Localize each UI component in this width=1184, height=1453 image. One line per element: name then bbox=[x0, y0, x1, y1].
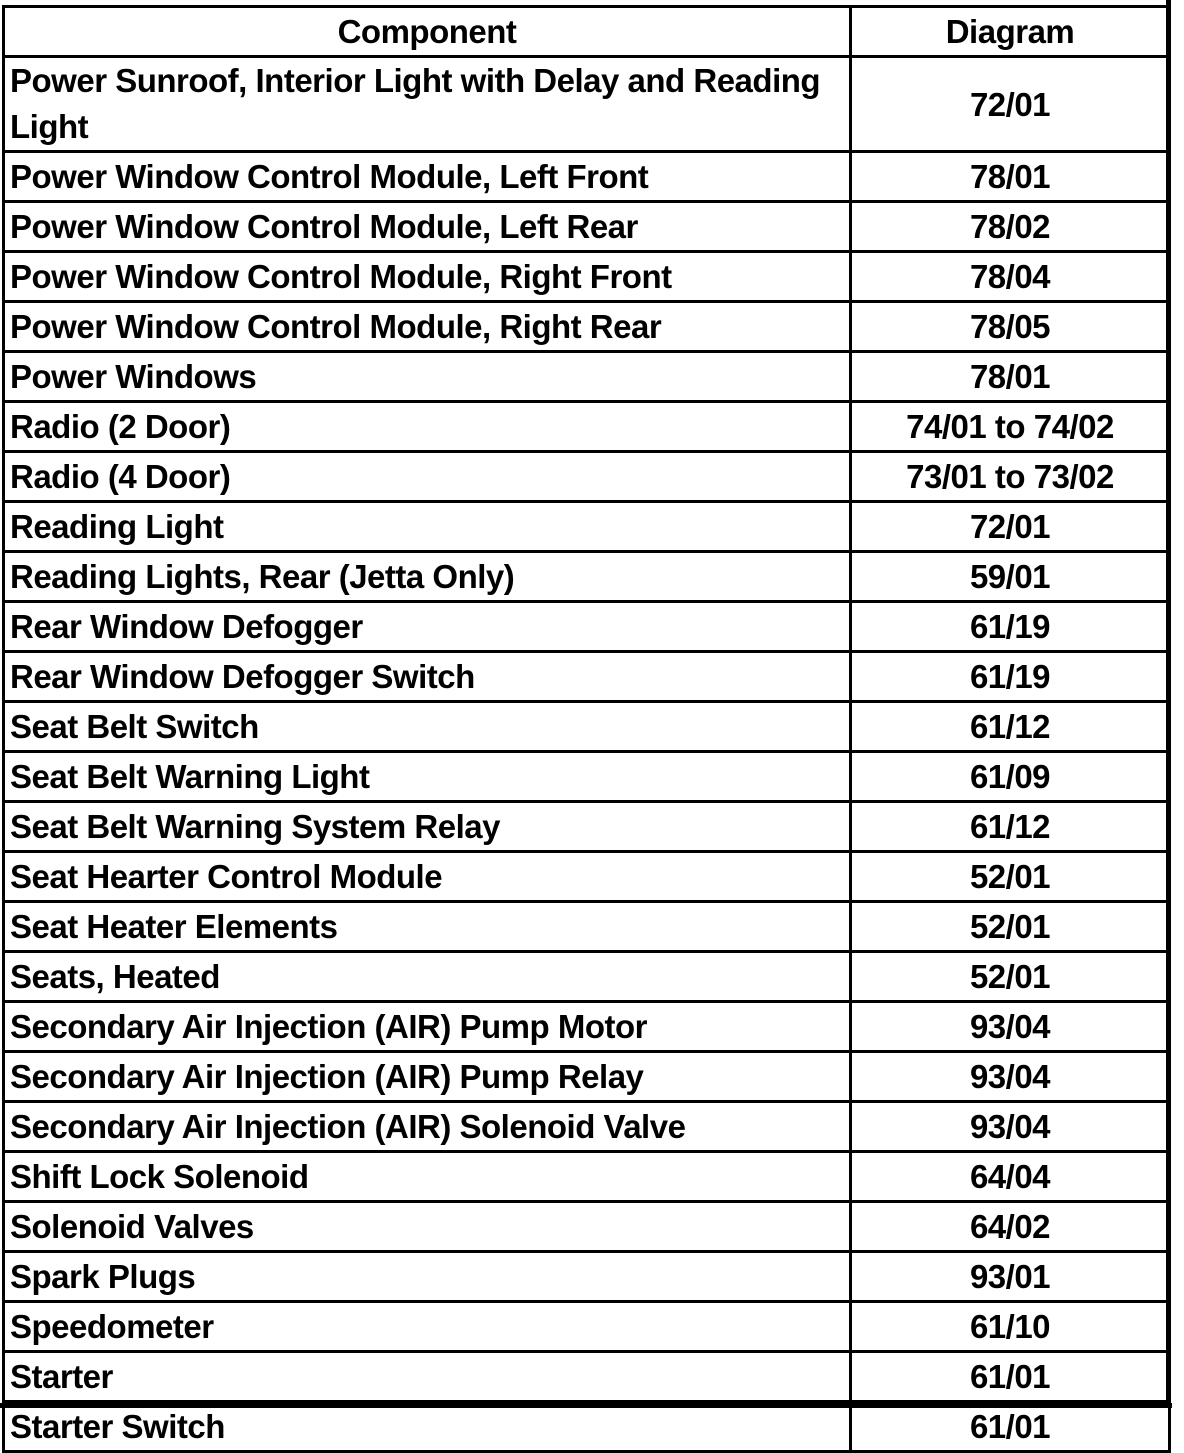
component-cell: Seat Hearter Control Module bbox=[4, 852, 851, 902]
diagram-cell: 52/01 bbox=[851, 902, 1170, 952]
component-cell: Speedometer bbox=[4, 1302, 851, 1352]
component-cell: Rear Window Defogger bbox=[4, 602, 851, 652]
table-row bbox=[4, 352, 1170, 402]
diagram-cell: 61/19 bbox=[851, 652, 1170, 702]
table-row bbox=[4, 302, 1170, 352]
diagram-cell: 61/12 bbox=[851, 802, 1170, 852]
component-cell: Power Window Control Module, Left Rear bbox=[4, 202, 851, 252]
table-row bbox=[4, 502, 1170, 552]
table-row bbox=[4, 652, 1170, 702]
component-cell: Solenoid Valves bbox=[4, 1202, 851, 1252]
table-row bbox=[4, 802, 1170, 852]
diagram-cell: 52/01 bbox=[851, 952, 1170, 1002]
diagram-cell: 93/04 bbox=[851, 1102, 1170, 1152]
component-cell: Shift Lock Solenoid bbox=[4, 1152, 851, 1202]
table-row bbox=[4, 752, 1170, 802]
table-row bbox=[4, 902, 1170, 952]
diagram-cell: 78/01 bbox=[851, 352, 1170, 402]
table-row bbox=[4, 202, 1170, 252]
table-row bbox=[4, 1152, 1170, 1202]
component-cell: Starter Switch bbox=[4, 1402, 851, 1452]
diagram-cell: 61/10 bbox=[851, 1302, 1170, 1352]
diagram-cell: 73/01 to 73/02 bbox=[851, 452, 1170, 502]
table-row bbox=[4, 602, 1170, 652]
diagram-cell: 74/01 to 74/02 bbox=[851, 402, 1170, 452]
diagram-cell: 78/01 bbox=[851, 152, 1170, 202]
component-cell: Reading Light bbox=[4, 502, 851, 552]
table-row bbox=[4, 1352, 1170, 1402]
page-right-border bbox=[1166, 0, 1171, 1408]
diagram-cell: 52/01 bbox=[851, 852, 1170, 902]
component-diagram-table bbox=[2, 5, 1171, 1453]
page-bottom-border bbox=[0, 1403, 1172, 1408]
table-row bbox=[4, 452, 1170, 502]
component-cell: Power Windows bbox=[4, 352, 851, 402]
table-row bbox=[4, 252, 1170, 302]
component-cell: Power Sunroof, Interior Light with Delay and Reading Light bbox=[4, 57, 851, 152]
table-row bbox=[4, 1402, 1170, 1452]
component-cell: Secondary Air Injection (AIR) Solenoid Valve bbox=[4, 1102, 851, 1152]
component-cell: Rear Window Defogger Switch bbox=[4, 652, 851, 702]
component-cell: Secondary Air Injection (AIR) Pump Motor bbox=[4, 1002, 851, 1052]
table-row bbox=[4, 702, 1170, 752]
component-cell: Seats, Heated bbox=[4, 952, 851, 1002]
diagram-cell: 61/12 bbox=[851, 702, 1170, 752]
diagram-cell: 78/05 bbox=[851, 302, 1170, 352]
diagram-cell: 59/01 bbox=[851, 552, 1170, 602]
column-header-diagram: Diagram bbox=[851, 7, 1170, 57]
table-header-row bbox=[4, 7, 1170, 57]
table-row bbox=[4, 1102, 1170, 1152]
table-row bbox=[4, 1002, 1170, 1052]
component-cell: Seat Belt Warning System Relay bbox=[4, 802, 851, 852]
component-cell: Radio (2 Door) bbox=[4, 402, 851, 452]
table-row bbox=[4, 852, 1170, 902]
table-row bbox=[4, 402, 1170, 452]
component-cell: Secondary Air Injection (AIR) Pump Relay bbox=[4, 1052, 851, 1102]
diagram-cell: 61/01 bbox=[851, 1352, 1170, 1402]
column-header-component: Component bbox=[4, 7, 851, 57]
table-row bbox=[4, 57, 1170, 152]
table-row bbox=[4, 952, 1170, 1002]
component-cell: Starter bbox=[4, 1352, 851, 1402]
table-row bbox=[4, 552, 1170, 602]
diagram-cell: 61/19 bbox=[851, 602, 1170, 652]
component-cell: Reading Lights, Rear (Jetta Only) bbox=[4, 552, 851, 602]
diagram-cell: 61/01 bbox=[851, 1402, 1170, 1452]
diagram-cell: 78/04 bbox=[851, 252, 1170, 302]
diagram-cell: 61/09 bbox=[851, 752, 1170, 802]
table-row bbox=[4, 1202, 1170, 1252]
table-row bbox=[4, 1052, 1170, 1102]
component-cell: Power Window Control Module, Left Front bbox=[4, 152, 851, 202]
diagram-cell: 78/02 bbox=[851, 202, 1170, 252]
component-cell: Seat Heater Elements bbox=[4, 902, 851, 952]
component-cell: Power Window Control Module, Right Front bbox=[4, 252, 851, 302]
component-cell: Seat Belt Switch bbox=[4, 702, 851, 752]
component-cell: Seat Belt Warning Light bbox=[4, 752, 851, 802]
diagram-cell: 64/02 bbox=[851, 1202, 1170, 1252]
table-row bbox=[4, 152, 1170, 202]
diagram-cell: 72/01 bbox=[851, 57, 1170, 152]
diagram-cell: 93/01 bbox=[851, 1252, 1170, 1302]
diagram-cell: 93/04 bbox=[851, 1002, 1170, 1052]
component-cell: Power Window Control Module, Right Rear bbox=[4, 302, 851, 352]
table-row bbox=[4, 1302, 1170, 1352]
diagram-cell: 72/01 bbox=[851, 502, 1170, 552]
diagram-cell: 93/04 bbox=[851, 1052, 1170, 1102]
table-row bbox=[4, 1252, 1170, 1302]
component-cell: Radio (4 Door) bbox=[4, 452, 851, 502]
component-cell: Spark Plugs bbox=[4, 1252, 851, 1302]
diagram-cell: 64/04 bbox=[851, 1152, 1170, 1202]
